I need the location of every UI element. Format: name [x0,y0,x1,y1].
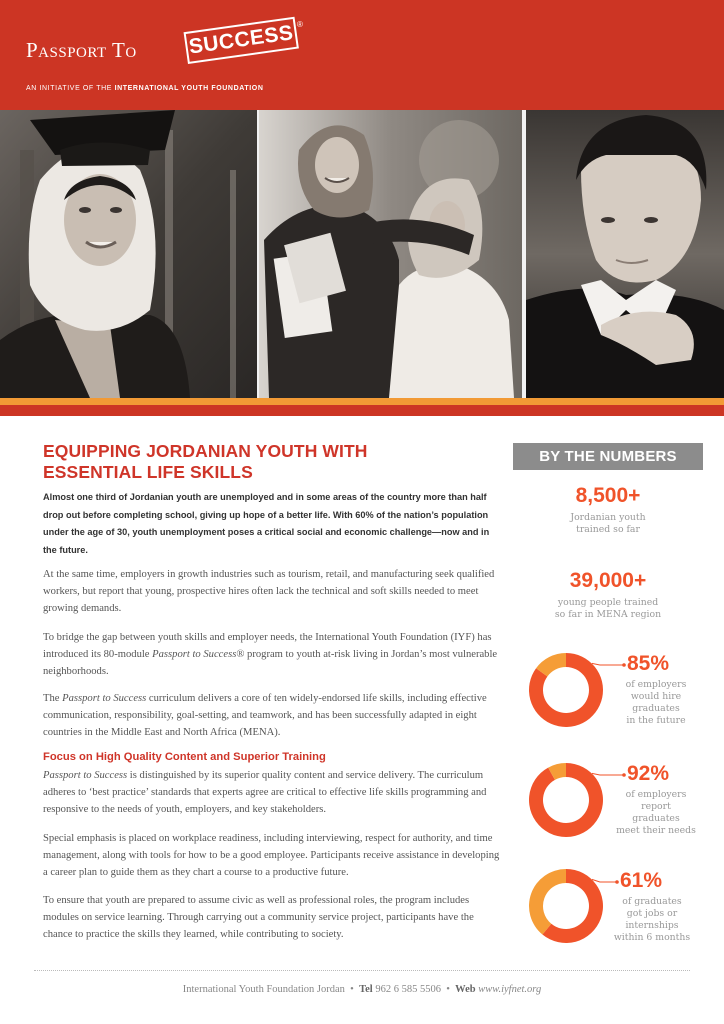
tagline-org: INTERNATIONAL YOUTH FOUNDATION [114,85,264,92]
donut-value-meet-needs: 92% [627,762,670,785]
footer-web-link[interactable]: www.iyfnet.org [478,984,542,995]
stat-label-jordan [513,512,703,536]
donut-label-line: of employers [625,789,687,800]
page-title [43,441,483,483]
donut-value-jobs: 61% [620,869,663,892]
accent-stripe-red [0,405,724,416]
title-line1: EQUIPPING JORDANIAN YOUTH WITH [43,441,368,461]
registered-mark: ® [297,20,303,29]
stat-label-line: young people trained [557,597,659,608]
donut-label-line: report [641,801,671,812]
para3-text-a: The [43,693,63,704]
footer-contact [0,984,724,995]
paragraph-civic: To ensure that youth are prepared to assume civic as well as professional roles, the program includes modules on service learning. Through carrying out a community service project, participants have the chance to practice the skills they learned, while contributing to society. [43,895,474,940]
by-the-numbers-heading: BY THE NUMBERS [513,443,703,470]
donut-label-line: internships [625,920,679,931]
donut-label-line: within 6 months [613,932,691,943]
stat-label-line: so far in MENA region [554,609,662,620]
donut-label-line: would hire [630,691,682,702]
footer-separator: • [446,984,450,995]
donut-label-hire [608,679,704,727]
para4-text: is distinguished by its superior quality content and service delivery. The curriculum adheres to ‘best practice’ standards that experts agree are critical to effective life skills programming and responsive to the needs of youth, employers, and key stakeholders. [43,770,487,815]
donut-label-meet-needs [608,789,704,837]
header-banner [0,0,724,110]
stat-value-mena: 39,000+ [569,569,647,592]
paragraph-quality [43,767,505,818]
donut-label-line: meet their needs [616,825,696,836]
para4-program-name: Passport to Success [43,770,128,781]
logo-stamp: SUCCESS [184,17,299,64]
donut-label-line: graduates [632,813,680,824]
donut-label-line: got jobs or [626,908,678,919]
photo-two-students [259,110,522,398]
footer-separator: • [350,984,354,995]
donut-chart-hire [526,650,606,730]
tagline [26,85,264,92]
donut-chart-meet-needs [526,760,606,840]
para3-program-name: Passport to Success [62,693,147,704]
footer-tel-value: 962 6 585 5506 [375,984,441,995]
para3-text-b: curriculum delivers a core of ten widely-endorsed life skills, including effective communication, responsibility, goal-setting, and teamwork, and has been successfully adapted in eight countries in the Middle East and North Africa (MENA). [43,693,487,738]
stat-label-line: trained so far [576,524,640,535]
intro-paragraph: Almost one third of Jordanian youth are unemployed and in some areas of the country more than half drop out before completing school, giving up hope of a better life. With 60% of the nation’s population under the age of 30, youth unemployment poses a critical social and economic challenge—now and in the future. [43,492,490,555]
footer-org: International Youth Foundation Jordan [182,984,345,995]
paragraph-curriculum [43,690,505,741]
tagline-prefix: AN INITIATIVE OF THE [26,85,113,92]
logo-wordmark [26,38,137,63]
donut-segment-rest [529,869,566,935]
leader-dot [622,773,626,777]
paragraph-bridge-gap [43,629,505,680]
stat-value-jordan: 8,500+ [575,484,641,507]
donut-label-line: in the future [626,715,686,726]
donut-label-line: graduates [632,703,680,714]
footer-web-label: Web [455,984,476,995]
title-line2: ESSENTIAL LIFE SKILLS [43,462,253,482]
photo-graduate [0,110,257,398]
donut-value-hire: 85% [627,652,670,675]
donut-chart-jobs [526,866,606,946]
logo-text: Passport To [26,38,137,62]
donut-segment-main [529,763,603,837]
paragraph-workplace: Special emphasis is placed on workplace readiness, including interviewing, respect for authority, and time management, along with tools for how to be a good employee. Participants receive assistance in developing a career plan to guide them as they chart a course to a productive future. [43,833,500,878]
photo-young-man [526,110,724,398]
para2-text-b: program to youth at-risk living in Jordan’s most vulnerable neighborhoods. [43,649,498,677]
donut-label-jobs [604,896,700,944]
stat-label-mena [513,597,703,621]
para2-program-name: Passport to Success® [152,649,245,660]
footer-divider [34,970,690,971]
footer-tel-label: Tel [359,984,373,995]
para2-text-a: To bridge the gap between youth skills and employer needs, the International Youth Foundation (IYF) has introduced its 80-module [43,632,492,660]
accent-stripe-orange [0,398,724,405]
section-subheading: Focus on High Quality Content and Superior Training [43,751,326,763]
donut-label-line: of employers [625,679,687,690]
donut-label-line: of graduates [622,896,682,907]
paragraph-employers: At the same time, employers in growth industries such as tourism, retail, and manufacturing seek qualified workers, but report that young, prospective hires often lack the technical and soft skills needed to meet growing demands. [43,569,495,614]
leader-dot [622,663,626,667]
leader-dot [615,880,619,884]
stat-label-line: Jordanian youth [570,512,646,523]
